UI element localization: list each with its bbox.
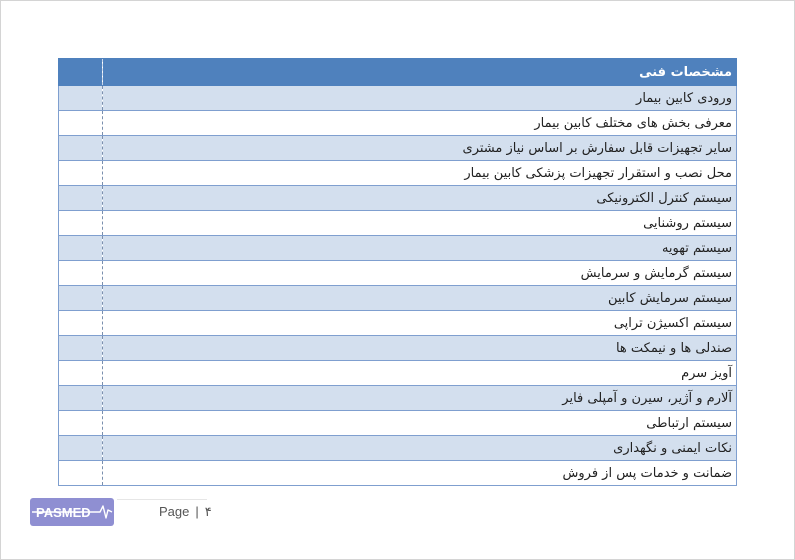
table-header-row (59, 59, 737, 86)
page-label: Page (159, 504, 190, 519)
pasmed-logo (30, 498, 114, 526)
table-cell-item: سیستم گرمایش و سرمایش (103, 261, 737, 286)
table-cell-item: سیستم اکسیژن تراپی (103, 311, 737, 336)
footer-divider (117, 499, 207, 500)
table-row (59, 461, 737, 486)
table-cell-item: سیستم تهویه (103, 236, 737, 261)
table-cell-item: سیستم روشنایی (103, 211, 737, 236)
table-cell-side (59, 411, 103, 436)
table-cell-side (59, 186, 103, 211)
table-cell-side (59, 436, 103, 461)
table-cell-side (59, 386, 103, 411)
table-cell-item: معرفی بخش های مختلف کابین بیمار (103, 111, 737, 136)
table-row (59, 411, 737, 436)
table-row (59, 211, 737, 236)
table-cell-side (59, 286, 103, 311)
table-cell-side (59, 336, 103, 361)
table-row (59, 336, 737, 361)
page-separator: | (195, 504, 199, 519)
specifications-table (58, 58, 737, 486)
table-cell-item: صندلی ها و نیمکت ها (103, 336, 737, 361)
table-row (59, 161, 737, 186)
logo-text: PASMED (36, 505, 91, 520)
table-cell-item: محل نصب و استقرار تجهیزات پزشکی کابین بیمار (103, 161, 737, 186)
table-cell-side (59, 136, 103, 161)
table-cell-side (59, 461, 103, 486)
table-cell-item: سیستم سرمایش کابین (103, 286, 737, 311)
table-cell-side (59, 361, 103, 386)
table-cell-side (59, 261, 103, 286)
table-cell-item: ورودی کابین بیمار (103, 86, 737, 111)
table-cell-side (59, 211, 103, 236)
table-row (59, 311, 737, 336)
heartbeat-icon (30, 498, 114, 526)
table-cell-side (59, 161, 103, 186)
table-row (59, 186, 737, 211)
table-cell-item: سایر تجهیزات قابل سفارش بر اساس نیاز مشتری (103, 136, 737, 161)
table-cell-item: آلارم و آژیر، سیرن و آمپلی فایر (103, 386, 737, 411)
table-row (59, 236, 737, 261)
table-cell-item: ضمانت و خدمات پس از فروش (103, 461, 737, 486)
table-cell-item: سیستم کنترل الکترونیکی (103, 186, 737, 211)
table-row (59, 386, 737, 411)
table-cell-side (59, 86, 103, 111)
table-cell-item: آویز سرم (103, 361, 737, 386)
table-row (59, 361, 737, 386)
table-header-side-cell (59, 59, 103, 86)
table-row (59, 111, 737, 136)
table-cell-item: نکات ایمنی و نگهداری (103, 436, 737, 461)
table-header-cell: مشخصات فنی (103, 59, 737, 86)
table-row (59, 136, 737, 161)
page-number-footer (159, 504, 212, 520)
table-cell-item: سیستم ارتباطی (103, 411, 737, 436)
table-row (59, 261, 737, 286)
table-cell-side (59, 236, 103, 261)
table-cell-side (59, 111, 103, 136)
table-row (59, 286, 737, 311)
page-number: ۴ (204, 504, 212, 519)
table-row (59, 436, 737, 461)
table-row (59, 86, 737, 111)
table-cell-side (59, 311, 103, 336)
